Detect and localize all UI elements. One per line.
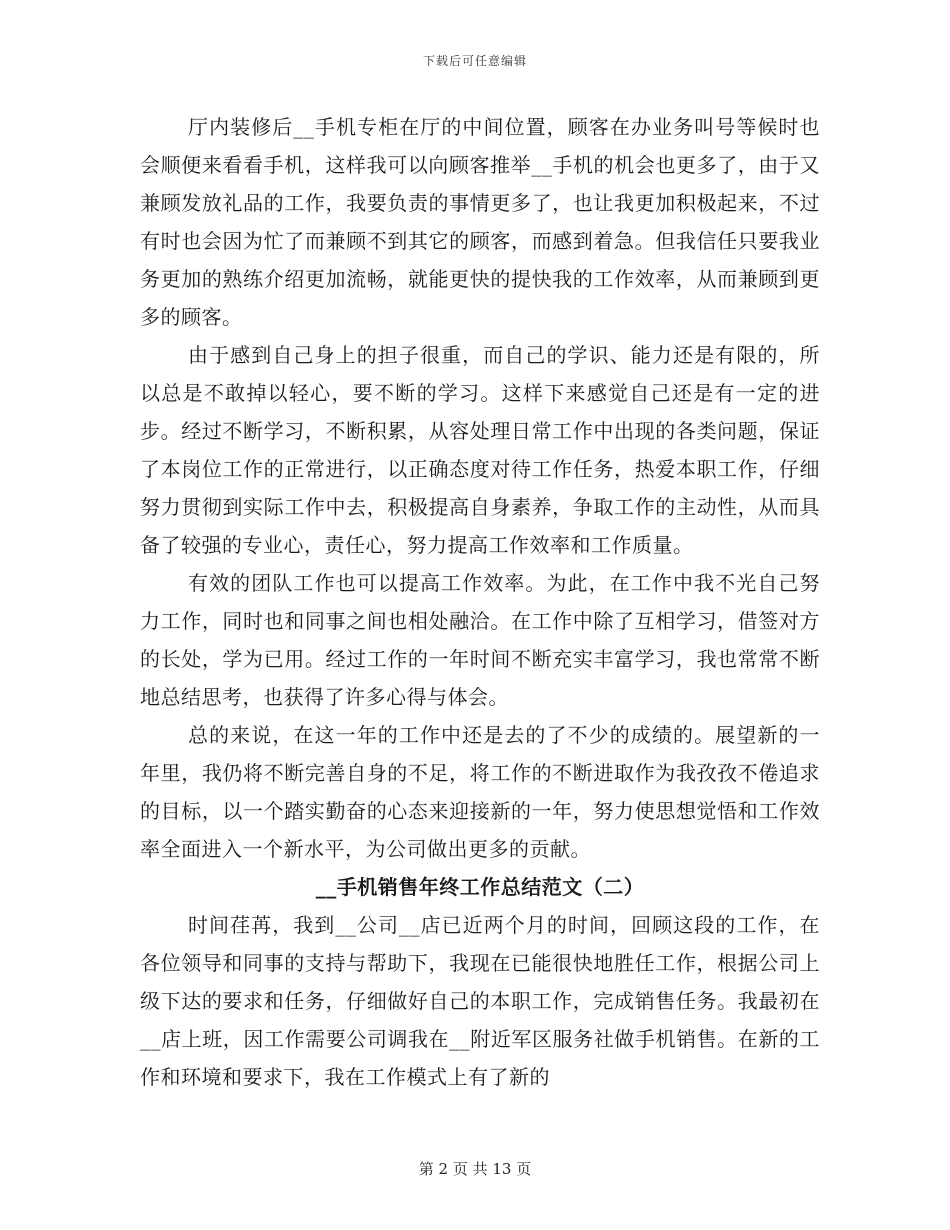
section-title: __手机销售年终工作总结范文（二） [315, 875, 645, 899]
paragraph: 厅内装修后__手机专柜在厅的中间位置，顾客在办业务叫号等候时也会顺便来看看手机，这样我可以向顾客推举__手机的机会也更多了，由于又兼顾发放礼品的工作，我要负责的事情更多了，也让我更加积极起来，不过有时也会因为忙了而兼顾不到其它的顾客，而感到着急。但我信任只要我业务更加的熟练介绍更加流畅，就能更快的提快我的工作效率，从而兼顾到更多的顾客。 [140, 115, 820, 329]
paragraph: 总的来说，在这一年的工作中还是去的了不少的成绩的。展望新的一年里，我仍将不断完善自身的不足，将工作的不断进取作为我孜孜不倦追求的目标，以一个踏实勤奋的心态来迎接新的一年，努力使思想觉悟和工作效率全面进入一个新水平，为公司做出更多的贡献。 [140, 723, 820, 861]
paragraph: 由于感到自己身上的担子很重，而自己的学识、能力还是有限的，所以总是不敢掉以轻心，要不断的学习。这样下来感觉自己还是有一定的进步。经过不断学习，不断积累，从容处理日常工作中出现的各类问题，保证了本岗位工作的正常进行，以正确态度对待工作任务，热爱本职工作，仔细努力贯彻到实际工作中去，积极提高自身素养，争取工作的主动性，从而具备了较强的专业心，责任心，努力提高工作效率和工作质量。 [140, 343, 820, 557]
page-number: 第 2 页 共 13 页 [418, 1160, 532, 1178]
page-header: 下载后可任意编辑 [422, 54, 527, 68]
paragraph: 时间荏苒，我到__公司__店已近两个月的时间，回顾这段的工作，在各位领导和同事的支持与帮助下，我现在已能很快地胜任工作，根据公司上级下达的要求和任务，仔细做好自己的本职工作，完成销售任务。我最初在__店上班，因工作需要公司调我在__附近军区服务社做手机销售。在新的工作和环境和要求下，我在工作模式上有了新的 [140, 913, 820, 1089]
document-body [140, 108, 820, 1096]
paragraph: 有效的团队工作也可以提高工作效率。为此，在工作中我不光自己努力工作，同时也和同事之间也相处融洽。在工作中除了互相学习，借签对方的长处，学为已用。经过工作的一年时间不断充实丰富学习，我也常常不断地总结思考，也获得了许多心得与体会。 [140, 571, 820, 709]
